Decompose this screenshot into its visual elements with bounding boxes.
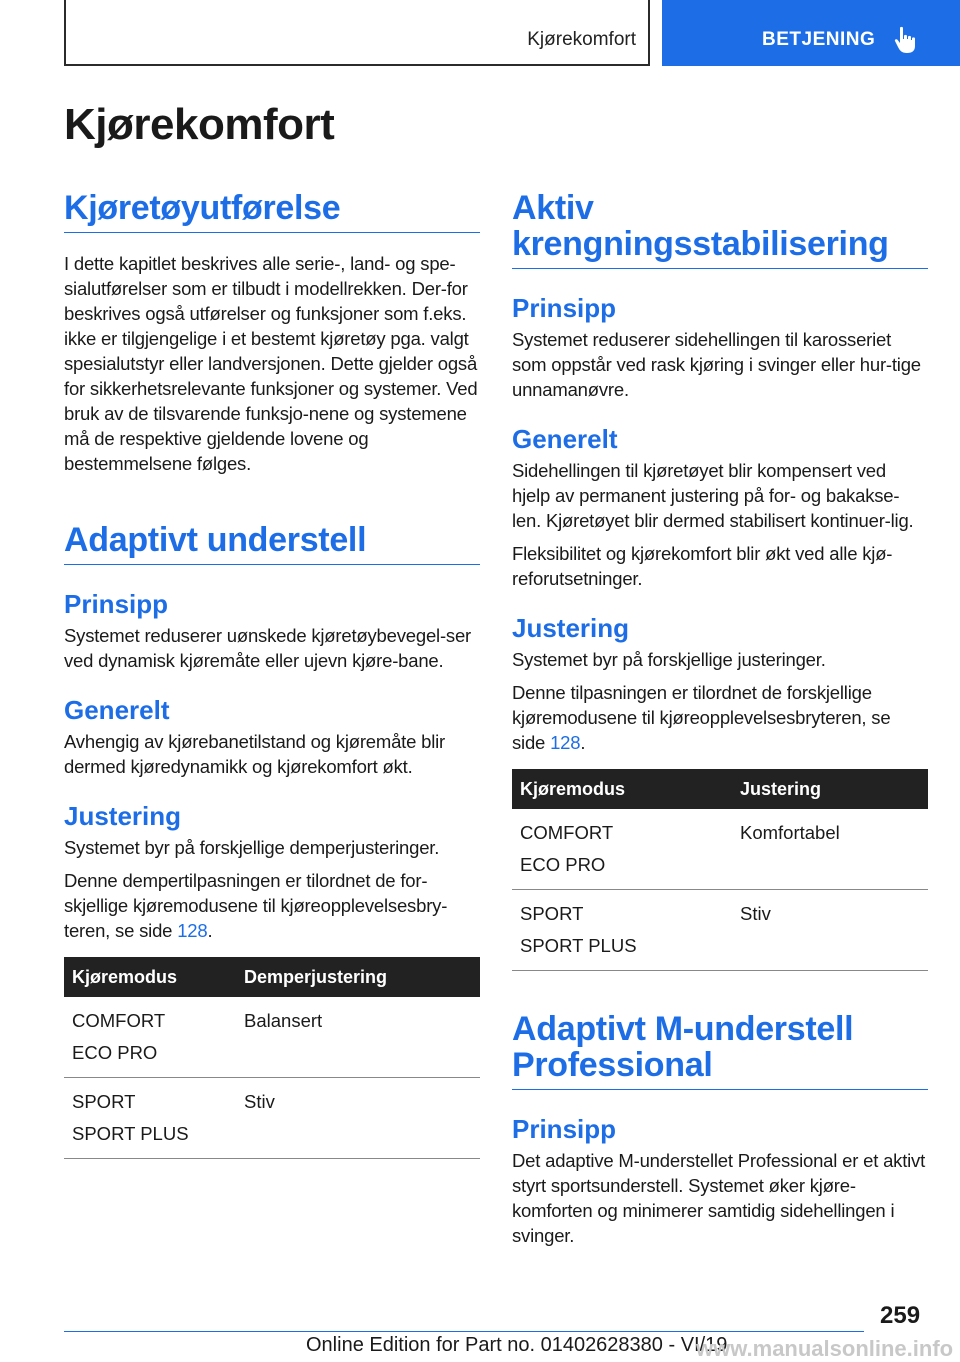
reference-text-post: . [207, 920, 213, 941]
table-header-row [64, 957, 480, 997]
mode-name: SPORT PLUS [72, 1123, 189, 1144]
damper-table [64, 957, 480, 1159]
adjustment-reference-text [64, 868, 480, 943]
table-cell-value: Stiv [732, 890, 928, 971]
header-section-label: BETJENING [762, 29, 876, 50]
heading-general: Generelt [64, 695, 170, 725]
reference-text-post: . [580, 732, 586, 753]
heading-vehicle-equipment: Kjøretøyutførelse [64, 190, 480, 233]
header-title: Kjørekomfort [527, 29, 636, 50]
heading-principle: Prinsipp [512, 1114, 617, 1144]
table-header-row [512, 769, 928, 809]
vehicle-equipment-text: I dette kapitlet beskrives alle serie-, land- og spe-sialutførelser som er tilbudt i modellrekken. Der-for beskrives også utførelser og funksjoner som f.eks. ikke er tilgjengelige i et bestemt kjøretøy pga. valgt spesialutstyr eller landversjonen. Dette gjelder også for sikkerhetsrelevante funksjoner og systemer. Ved bruk av de tilsvarende funksjo-nene og systemene må de respektive gjeldende lovene og bestemmelsene følges. [64, 253, 478, 474]
page-link-128[interactable]: 128 [550, 732, 581, 753]
page-title: Kjørekomfort [64, 100, 335, 149]
table-row [64, 997, 480, 1078]
table-cell-value: Komfortabel [732, 809, 928, 890]
table-cell-mode [64, 997, 236, 1078]
pointing-hand-icon [894, 26, 920, 54]
left-column [64, 190, 480, 1159]
table-header-cell: Demperjustering [236, 957, 480, 997]
heading-principle: Prinsipp [64, 589, 169, 619]
general-text: Sidehellingen til kjøretøyet blir kompensert ved hjelp av permanent justering på for- og bakakse-len. Kjøretøyet blir dermed stabilisert kontinuer-lig. [512, 460, 914, 531]
footer-divider [64, 1331, 864, 1332]
edition-text: Online Edition for Part no. 01402628380 - VI/19 [306, 1334, 728, 1356]
table-row [512, 890, 928, 971]
heading-adjustment: Justering [512, 613, 630, 643]
mode-name: SPORT PLUS [520, 935, 637, 956]
reference-text-pre: Denne tilpasningen er tilordnet de forskjellige kjøremodusene til kjøreopplevelsesbryteren, se side [512, 682, 891, 753]
header-section-tab [662, 0, 960, 66]
adjustment-reference-text [512, 680, 928, 755]
table-cell-value: Stiv [236, 1078, 480, 1159]
right-column [512, 190, 928, 1248]
table-cell-value: Balansert [236, 997, 480, 1078]
adjustment-text: Systemet byr på forskjellige demperjusteringer. [64, 837, 440, 858]
roll-table [512, 769, 928, 971]
mode-name: SPORT [72, 1091, 136, 1112]
heading-adaptive-m-suspension: Adaptivt M-understell Professional [512, 1011, 928, 1090]
principle-text: Systemet reduserer uønskede kjøretøybevegel-ser ved dynamisk kjøremåte eller ujevn kjøre-bane. [64, 625, 472, 671]
mode-name: ECO PRO [520, 854, 606, 875]
mode-name: ECO PRO [72, 1042, 158, 1063]
reference-text-pre: Denne dempertilpasningen er tilordnet de for-skjellige kjøremodusene til kjøreopplevelsesbry-teren, se side [64, 870, 448, 941]
table-header-cell: Kjøremodus [512, 769, 732, 809]
page-number: 259 [880, 1302, 921, 1329]
principle-text: Systemet reduserer sidehellingen til karosseriet som oppstår ved rask kjøring i svinger eller hur-tige unnamanøvre. [512, 329, 921, 400]
table-cell-mode [64, 1078, 236, 1159]
mode-name: COMFORT [520, 822, 614, 843]
table-row [512, 809, 928, 890]
heading-adjustment: Justering [64, 801, 182, 831]
principle-text: Det adaptive M-understellet Professional er et aktivt styrt sportsunderstell. Systemet øker kjøre-komforten og minimerer samtidig sidehellingen i svinger. [512, 1150, 926, 1246]
page-link-128[interactable]: 128 [177, 920, 208, 941]
heading-general: Generelt [512, 424, 618, 454]
general-text-2: Fleksibilitet og kjørekomfort blir økt ved alle kjø-reforutsetninger. [512, 543, 893, 589]
table-header-cell: Kjøremodus [64, 957, 236, 997]
table-cell-mode [512, 809, 732, 890]
heading-principle: Prinsipp [512, 293, 617, 323]
heading-adaptive-suspension: Adaptivt understell [64, 522, 480, 565]
heading-active-roll-stabilization: Aktiv krengningsstabilisering [512, 190, 928, 269]
watermark: www.manualsonline.info [696, 1336, 954, 1361]
header-title-box [64, 0, 650, 66]
table-row [64, 1078, 480, 1159]
adjustment-text: Systemet byr på forskjellige justeringer. [512, 649, 826, 670]
table-cell-mode [512, 890, 732, 971]
mode-name: SPORT [520, 903, 584, 924]
general-text: Avhengig av kjørebanetilstand og kjøremåte blir dermed kjøredynamikk og kjørekomfort økt. [64, 731, 446, 777]
table-header-cell: Justering [732, 769, 928, 809]
mode-name: COMFORT [72, 1010, 166, 1031]
